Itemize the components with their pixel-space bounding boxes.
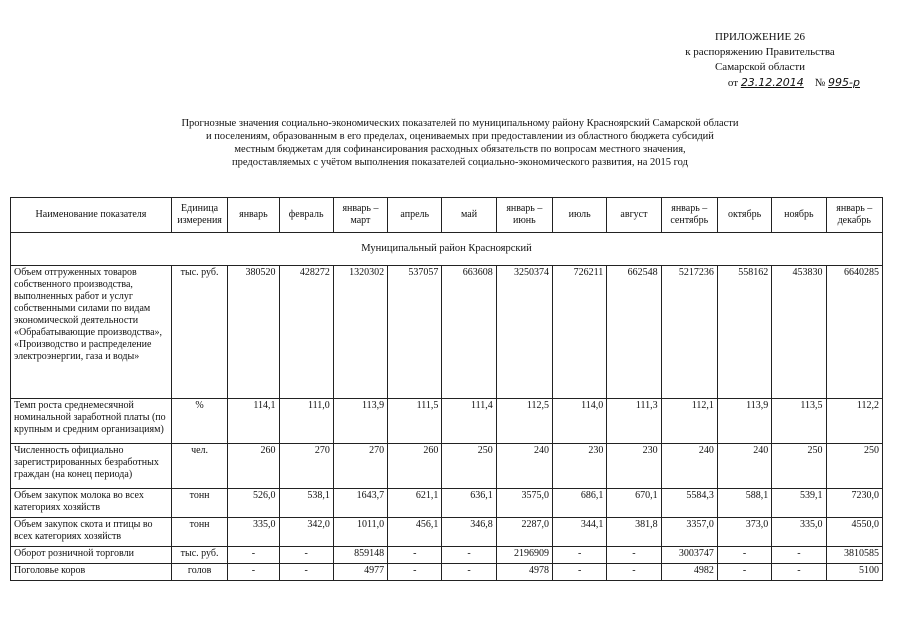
indicator-value: 1011,0 (333, 518, 387, 547)
indicator-value: 113,9 (333, 399, 387, 444)
indicator-value: - (228, 547, 279, 564)
indicator-name: Поголовье коров (11, 564, 172, 581)
indicator-unit: чел. (171, 444, 227, 489)
section-row (11, 233, 883, 266)
indicator-value: 686,1 (553, 489, 607, 518)
table-row (11, 518, 883, 547)
indicator-value: 526,0 (228, 489, 279, 518)
indicator-value: - (442, 547, 496, 564)
indicator-value: 335,0 (772, 518, 826, 547)
indicator-value: 453830 (772, 266, 826, 399)
indicator-value: 636,1 (442, 489, 496, 518)
indicator-value: - (553, 547, 607, 564)
indicator-name: Объем закупок молока во всех категориях хозяйств (11, 489, 172, 518)
indicator-value: 113,5 (772, 399, 826, 444)
indicator-value: - (607, 564, 661, 581)
indicator-value: 4977 (333, 564, 387, 581)
indicator-value: 3003747 (661, 547, 717, 564)
indicator-value: 114,0 (553, 399, 607, 444)
header-period: апрель (388, 198, 442, 233)
indicator-value: - (717, 547, 771, 564)
table-row (11, 564, 883, 581)
indicator-value: 112,5 (496, 399, 552, 444)
indicator-value: 111,0 (279, 399, 333, 444)
indicator-value: 335,0 (228, 518, 279, 547)
indicator-value: 558162 (717, 266, 771, 399)
indicator-value: 4550,0 (826, 518, 882, 547)
indicator-value: 344,1 (553, 518, 607, 547)
indicator-value: 663608 (442, 266, 496, 399)
decree-number: 995-р (828, 76, 860, 89)
indicator-value: - (279, 547, 333, 564)
indicator-value: 260 (388, 444, 442, 489)
heading-line-4: предоставляемых с учётом выполнения показателей социально-экономического развития, на 2015 год (232, 157, 688, 168)
indicator-unit: тыс. руб. (171, 547, 227, 564)
heading-line-2: и поселениям, образованным в его пределах, оцениваемых при предоставлении из областного бюджета субсидий (206, 131, 714, 142)
indicator-value: 588,1 (717, 489, 771, 518)
header-period: январь – сентябрь (661, 198, 717, 233)
indicator-value: 538,1 (279, 489, 333, 518)
indicator-unit: тонн (171, 518, 227, 547)
indicator-value: 270 (279, 444, 333, 489)
header-period: январь (228, 198, 279, 233)
heading-line-1: Прогнозные значения социально-экономических показателей по муниципальному району Красноярский Самарской области (181, 118, 739, 129)
indicator-value: 428272 (279, 266, 333, 399)
table-row (11, 547, 883, 564)
indicator-value: 3575,0 (496, 489, 552, 518)
document-heading (100, 117, 820, 169)
table-row (11, 489, 883, 518)
annex-date-line (600, 75, 880, 91)
indicator-value: 4978 (496, 564, 552, 581)
indicator-value: - (607, 547, 661, 564)
heading-line-3: местным бюджетам для софинансирования расходных обязательств по вопросам местного значения, (234, 144, 686, 155)
indicator-value: 726211 (553, 266, 607, 399)
indicator-name: Численность официально зарегистрированных безработных граждан (на конец периода) (11, 444, 172, 489)
indicator-unit: % (171, 399, 227, 444)
header-unit: Единица измерения (171, 198, 227, 233)
indicator-unit: голов (171, 564, 227, 581)
indicator-value: 240 (496, 444, 552, 489)
indicator-value: 346,8 (442, 518, 496, 547)
indicator-value: 662548 (607, 266, 661, 399)
indicator-value: - (717, 564, 771, 581)
header-indicator-name: Наименование показателя (11, 198, 172, 233)
indicator-name: Объем закупок скота и птицы во всех категориях хозяйств (11, 518, 172, 547)
indicator-value: 670,1 (607, 489, 661, 518)
indicator-value: 342,0 (279, 518, 333, 547)
indicator-value: 1643,7 (333, 489, 387, 518)
indicator-value: 381,8 (607, 518, 661, 547)
indicator-value: 114,1 (228, 399, 279, 444)
annex-line-2: Самарской области (714, 61, 806, 73)
indicator-value: 539,1 (772, 489, 826, 518)
indicator-value: 859148 (333, 547, 387, 564)
header-period: январь – март (333, 198, 387, 233)
header-period: январь – декабрь (826, 198, 882, 233)
indicator-value: 230 (607, 444, 661, 489)
indicator-value: - (388, 564, 442, 581)
indicator-value: 2196909 (496, 547, 552, 564)
indicator-value: - (442, 564, 496, 581)
header-period: февраль (279, 198, 333, 233)
indicator-value: - (388, 547, 442, 564)
table-row (11, 266, 883, 399)
indicator-value: - (553, 564, 607, 581)
indicator-value: 456,1 (388, 518, 442, 547)
annex-block (600, 30, 880, 91)
indicator-value: 230 (553, 444, 607, 489)
indicator-value: 111,5 (388, 399, 442, 444)
indicator-value: 250 (442, 444, 496, 489)
indicator-value: - (228, 564, 279, 581)
indicator-value: 2287,0 (496, 518, 552, 547)
indicator-name: Объем отгруженных товаров собственного производства, выполненных работ и услуг собственными силами по видам экономической деятельности «Обрабатывающие производства», «Производство и распределение электроэнергии, газа и воды» (11, 266, 172, 399)
indicator-value: 621,1 (388, 489, 442, 518)
indicator-value: 1320302 (333, 266, 387, 399)
indicators-table (10, 197, 883, 581)
indicator-value: 111,3 (607, 399, 661, 444)
indicator-name: Темп роста среднемесячной номинальной заработной платы (по крупным и средним организациям) (11, 399, 172, 444)
indicator-value: 240 (717, 444, 771, 489)
from-label: от (727, 77, 739, 89)
header-period: май (442, 198, 496, 233)
indicator-value: 113,9 (717, 399, 771, 444)
indicator-value: 270 (333, 444, 387, 489)
decree-date: 23.12.2014 (740, 76, 804, 89)
indicator-value: 5100 (826, 564, 882, 581)
indicator-value: 112,1 (661, 399, 717, 444)
annex-line-1: к распоряжению Правительства (685, 46, 835, 58)
indicator-unit: тыс. руб. (171, 266, 227, 399)
indicator-value: - (772, 547, 826, 564)
indicator-value: 260 (228, 444, 279, 489)
indicator-value: 4982 (661, 564, 717, 581)
indicator-value: 537057 (388, 266, 442, 399)
indicator-value: 240 (661, 444, 717, 489)
header-period: январь – июнь (496, 198, 552, 233)
indicator-value: 111,4 (442, 399, 496, 444)
header-period: ноябрь (772, 198, 826, 233)
header-period: август (607, 198, 661, 233)
indicator-value: 5217236 (661, 266, 717, 399)
table-row (11, 444, 883, 489)
indicator-value: 3810585 (826, 547, 882, 564)
table-row (11, 399, 883, 444)
indicator-value: - (772, 564, 826, 581)
indicator-value: 112,2 (826, 399, 882, 444)
indicator-value: 250 (826, 444, 882, 489)
indicator-value: 373,0 (717, 518, 771, 547)
indicator-value: 3250374 (496, 266, 552, 399)
header-period: октябрь (717, 198, 771, 233)
indicator-value: 6640285 (826, 266, 882, 399)
annex-title: ПРИЛОЖЕНИЕ 26 (714, 31, 806, 43)
header-period: июль (553, 198, 607, 233)
indicator-value: 5584,3 (661, 489, 717, 518)
indicator-name: Оборот розничной торговли (11, 547, 172, 564)
header-row (11, 198, 883, 233)
indicator-value: 250 (772, 444, 826, 489)
indicator-value: 380520 (228, 266, 279, 399)
indicator-unit: тонн (171, 489, 227, 518)
indicator-value: - (279, 564, 333, 581)
indicator-value: 7230,0 (826, 489, 882, 518)
section-title: Муниципальный район Красноярский (11, 233, 883, 266)
indicator-value: 3357,0 (661, 518, 717, 547)
number-label: № (814, 77, 826, 89)
